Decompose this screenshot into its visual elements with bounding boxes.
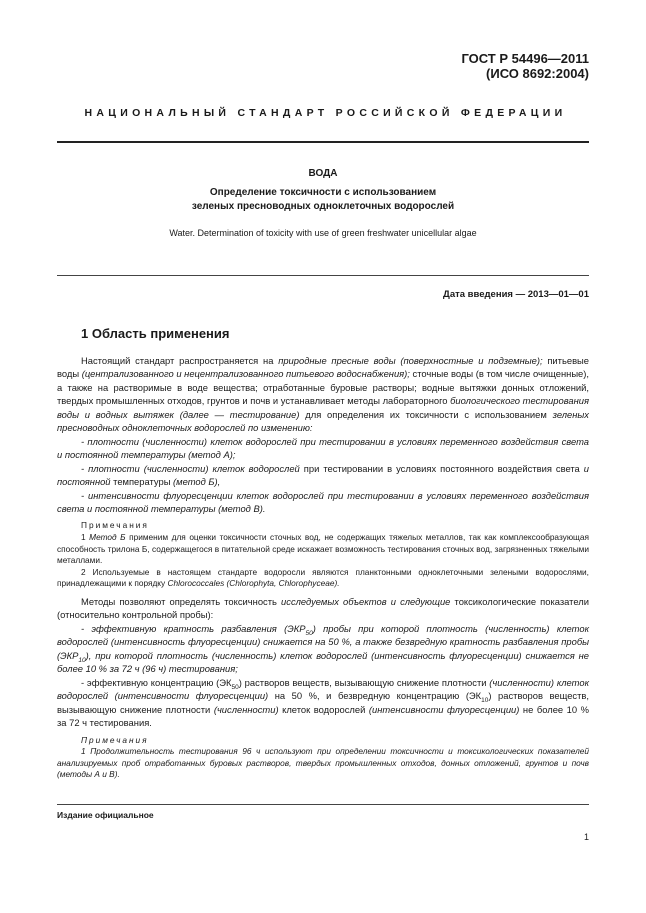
scope-paragraph: Настоящий стандарт распространяется на природные пресные воды (поверхностные и подземные); питьевые воды (централизованного и нецентрализованного питьевого водоснабжения); сточные воды (в том числе очищенные), а также на растворимые в воде вещества; отработанные буровые растворы; водные вытяжки донных отложений, твердых промышленных отходов, грунтов и почв и устанавливает методы лабораторного биологического тестирования воды и водных вытяжек (далее — тестирование) для определения их токсичности с использованием зеленых пресноводных одноклеточных водорослей по изменению: bbox=[57, 355, 589, 434]
standard-code: ГОСТ Р 54496—2011 bbox=[461, 51, 589, 66]
english-title: Water. Determination of toxicity with use of green freshwater unicellular algae bbox=[169, 228, 477, 238]
middle-divider bbox=[57, 275, 589, 276]
page-number: 1 bbox=[583, 832, 589, 842]
document-title: ВОДА bbox=[308, 168, 338, 179]
note-1: 1 Метод Б применим для оценки токсичности сточных вод, не содержащих тяжелых металлов, так как комплексообразующая способность трилона Б, содержащегося в питательной среде искажает возможность тестирования сточных вод, загрязненных тяжелыми металлами. bbox=[57, 532, 589, 566]
notes-block-2 bbox=[57, 735, 589, 781]
method-c-item: - интенсивности флуоресценции клеток водорослей при тестировании в условиях переменного воздействия света и постоянной температуры (метод В). bbox=[57, 489, 589, 514]
note-3: 1 Продолжительность тестирования 96 ч используют при определении токсичности и токсикологических показателей анализируемых проб отработанных буровых растворов, твердых промышленных отходов, донных отложений, грунтов и почв (методы А и В). bbox=[57, 746, 589, 780]
notes-label: Примечания bbox=[81, 520, 149, 531]
national-standard-banner: НАЦИОНАЛЬНЫЙ СТАНДАРТ РОССИЙСКОЙ ФЕДЕРАЦИИ bbox=[84, 107, 567, 119]
notes-block-1 bbox=[57, 520, 589, 590]
method-b-item: - плотности (численности) клеток водорослей при тестировании в условиях постоянного воздействия света и постоянной температуры (метод Б), bbox=[57, 462, 589, 488]
introduction-date: Дата введения — 2013—01—01 bbox=[443, 289, 589, 300]
methods-paragraph: Методы позволяют определять токсичность исследуемых объектов и следующие токсикологические показатели (относительно контрольной пробы): bbox=[57, 596, 589, 621]
subtitle-line-1: Определение токсичности с использованием bbox=[209, 187, 437, 198]
document-subtitle bbox=[0, 186, 646, 213]
bullet-ekr: - эффективную кратность разбавления $(ЭКР_{50})$ пробы при которой плотность (численность) клеток водорослей (интенсивность флуоресценции) снижается на 50 %, а также безвредную кратность разбавления пробы $(ЭКР_{10})$, при которой плотность (численность) клеток водорослей (интенсивность флуоресценции) снижается не более 10 % за 72 ч (96 ч) тестирования; bbox=[57, 622, 589, 675]
top-divider bbox=[57, 141, 589, 143]
section-body bbox=[57, 354, 589, 781]
bullet-ek: - эффективную концентрацию $(ЭК_{50})$ растворов веществ, вызывающую снижение плотности (численности) клеток водорослей (интенсивности флуоресценции) на 50 %, и безвредную концентрацию $(ЭК_{10})$ растворов веществ, вызывающую снижение плотности (численности) клеток водорослей (интенсивности флуоресценции) не более 10 % за 72 ч тестирования. bbox=[57, 676, 589, 729]
section-heading: 1 Область применения bbox=[81, 326, 230, 341]
note-2: 2 Используемые в настоящем стандарте водоросли являются планктонными одноклеточными зелеными водорослями, принадлежащими к порядку Chlorococcales (Chlorophyta, Chlorophyceae). bbox=[57, 566, 589, 589]
method-a-item: - плотности (численности) клеток водорослей при тестировании в условиях переменного воздействия света и постоянной температуры (метод А); bbox=[57, 435, 589, 461]
standard-header bbox=[461, 51, 589, 81]
official-edition-label: Издание официальное bbox=[57, 810, 154, 820]
footer-divider bbox=[57, 804, 589, 805]
notes-label-2: Примечания bbox=[81, 734, 149, 745]
subtitle-line-2: зеленых пресноводных одноклеточных водорослей bbox=[191, 200, 455, 212]
iso-code: (ИСО 8692:2004) bbox=[486, 66, 589, 81]
